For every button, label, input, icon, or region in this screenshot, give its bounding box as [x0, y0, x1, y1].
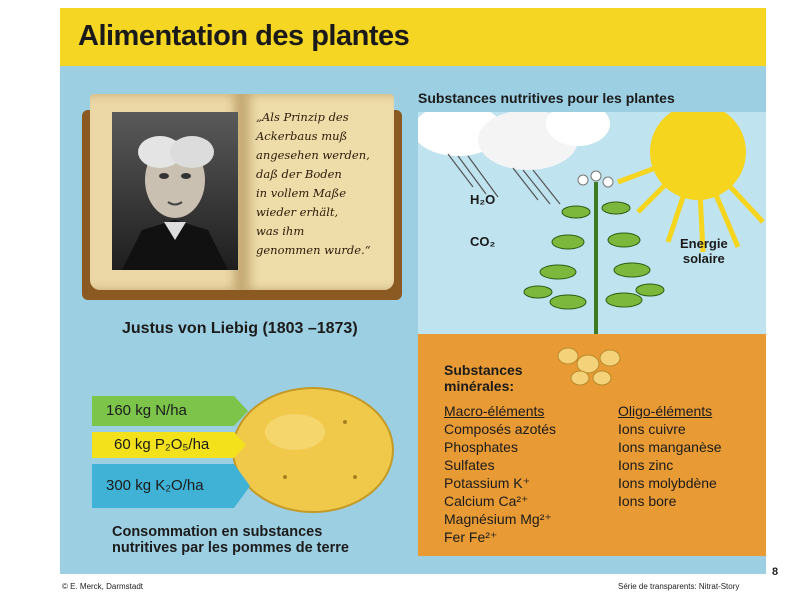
header-bar [60, 8, 766, 66]
list-item: Ions bore [618, 493, 677, 509]
footer-series: Série de transparents: Nitrat-Story [618, 582, 740, 591]
list-item: Phosphates [444, 439, 518, 455]
list-item: Ions molybdène [618, 475, 717, 491]
potassium-arrow [92, 464, 234, 508]
footer-credit: © E. Merck, Darmstadt [62, 582, 144, 591]
list-item: Potassium K⁺ [444, 475, 530, 491]
oligo-elements-list [618, 402, 722, 510]
arrow-label: 160 kg N/ha [106, 402, 187, 419]
book-left-page [90, 94, 242, 290]
liebig-portrait [112, 112, 238, 270]
macro-elements-list [444, 402, 556, 546]
page-title: Alimentation des plantes [78, 20, 410, 52]
h2o-label: H₂O [470, 192, 496, 207]
arrow-label: 300 kg K₂O/ha [106, 477, 204, 494]
nitrogen-arrow [92, 396, 234, 426]
list-item: Calcium Ca²⁺ [444, 493, 529, 509]
arrow-label: 60 kg P₂O₅/ha [114, 436, 210, 453]
sky-area [418, 112, 766, 334]
tuber-icon [558, 348, 620, 385]
list-item: Sulfates [444, 457, 495, 473]
page-number: 8 [772, 566, 779, 578]
phosphate-arrow [92, 432, 234, 458]
open-book-illustration [82, 92, 402, 302]
liebig-quote: „Als Prinzip des Ackerbaus muß angesehen werden, daß der Boden in vollem Maße wieder erhält, was ihm genommen wurde.“ [256, 110, 371, 257]
book-right-page [242, 94, 394, 290]
consumption-caption: Consommation en substances nutritives par les pommes de terre [112, 524, 349, 556]
list-item: Ions manganèse [618, 439, 722, 455]
cloud-icon [418, 112, 610, 170]
list-item: Ions cuivre [618, 421, 686, 437]
energy-label: Energie solaire [680, 236, 728, 266]
list-item: Composés azotés [444, 421, 557, 437]
co2-label: CO₂ [470, 234, 496, 249]
list-item: Ions zinc [618, 457, 674, 473]
minerals-title: Substances minérales: [444, 362, 523, 394]
list-item: Magnésium Mg²⁺ [444, 511, 552, 527]
oligo-heading: Oligo-éléments [618, 403, 713, 419]
arrow-tips [234, 396, 250, 508]
list-item: Fer Fe²⁺ [444, 529, 498, 545]
plant-panel-title: Substances nutritives pour les plantes [418, 90, 675, 106]
liebig-caption: Justus von Liebig (1803 –1873) [122, 320, 358, 337]
macro-heading: Macro-éléments [444, 403, 545, 419]
sun-icon [618, 112, 763, 252]
potato-icon [225, 382, 400, 517]
plant-illustration [524, 171, 664, 334]
